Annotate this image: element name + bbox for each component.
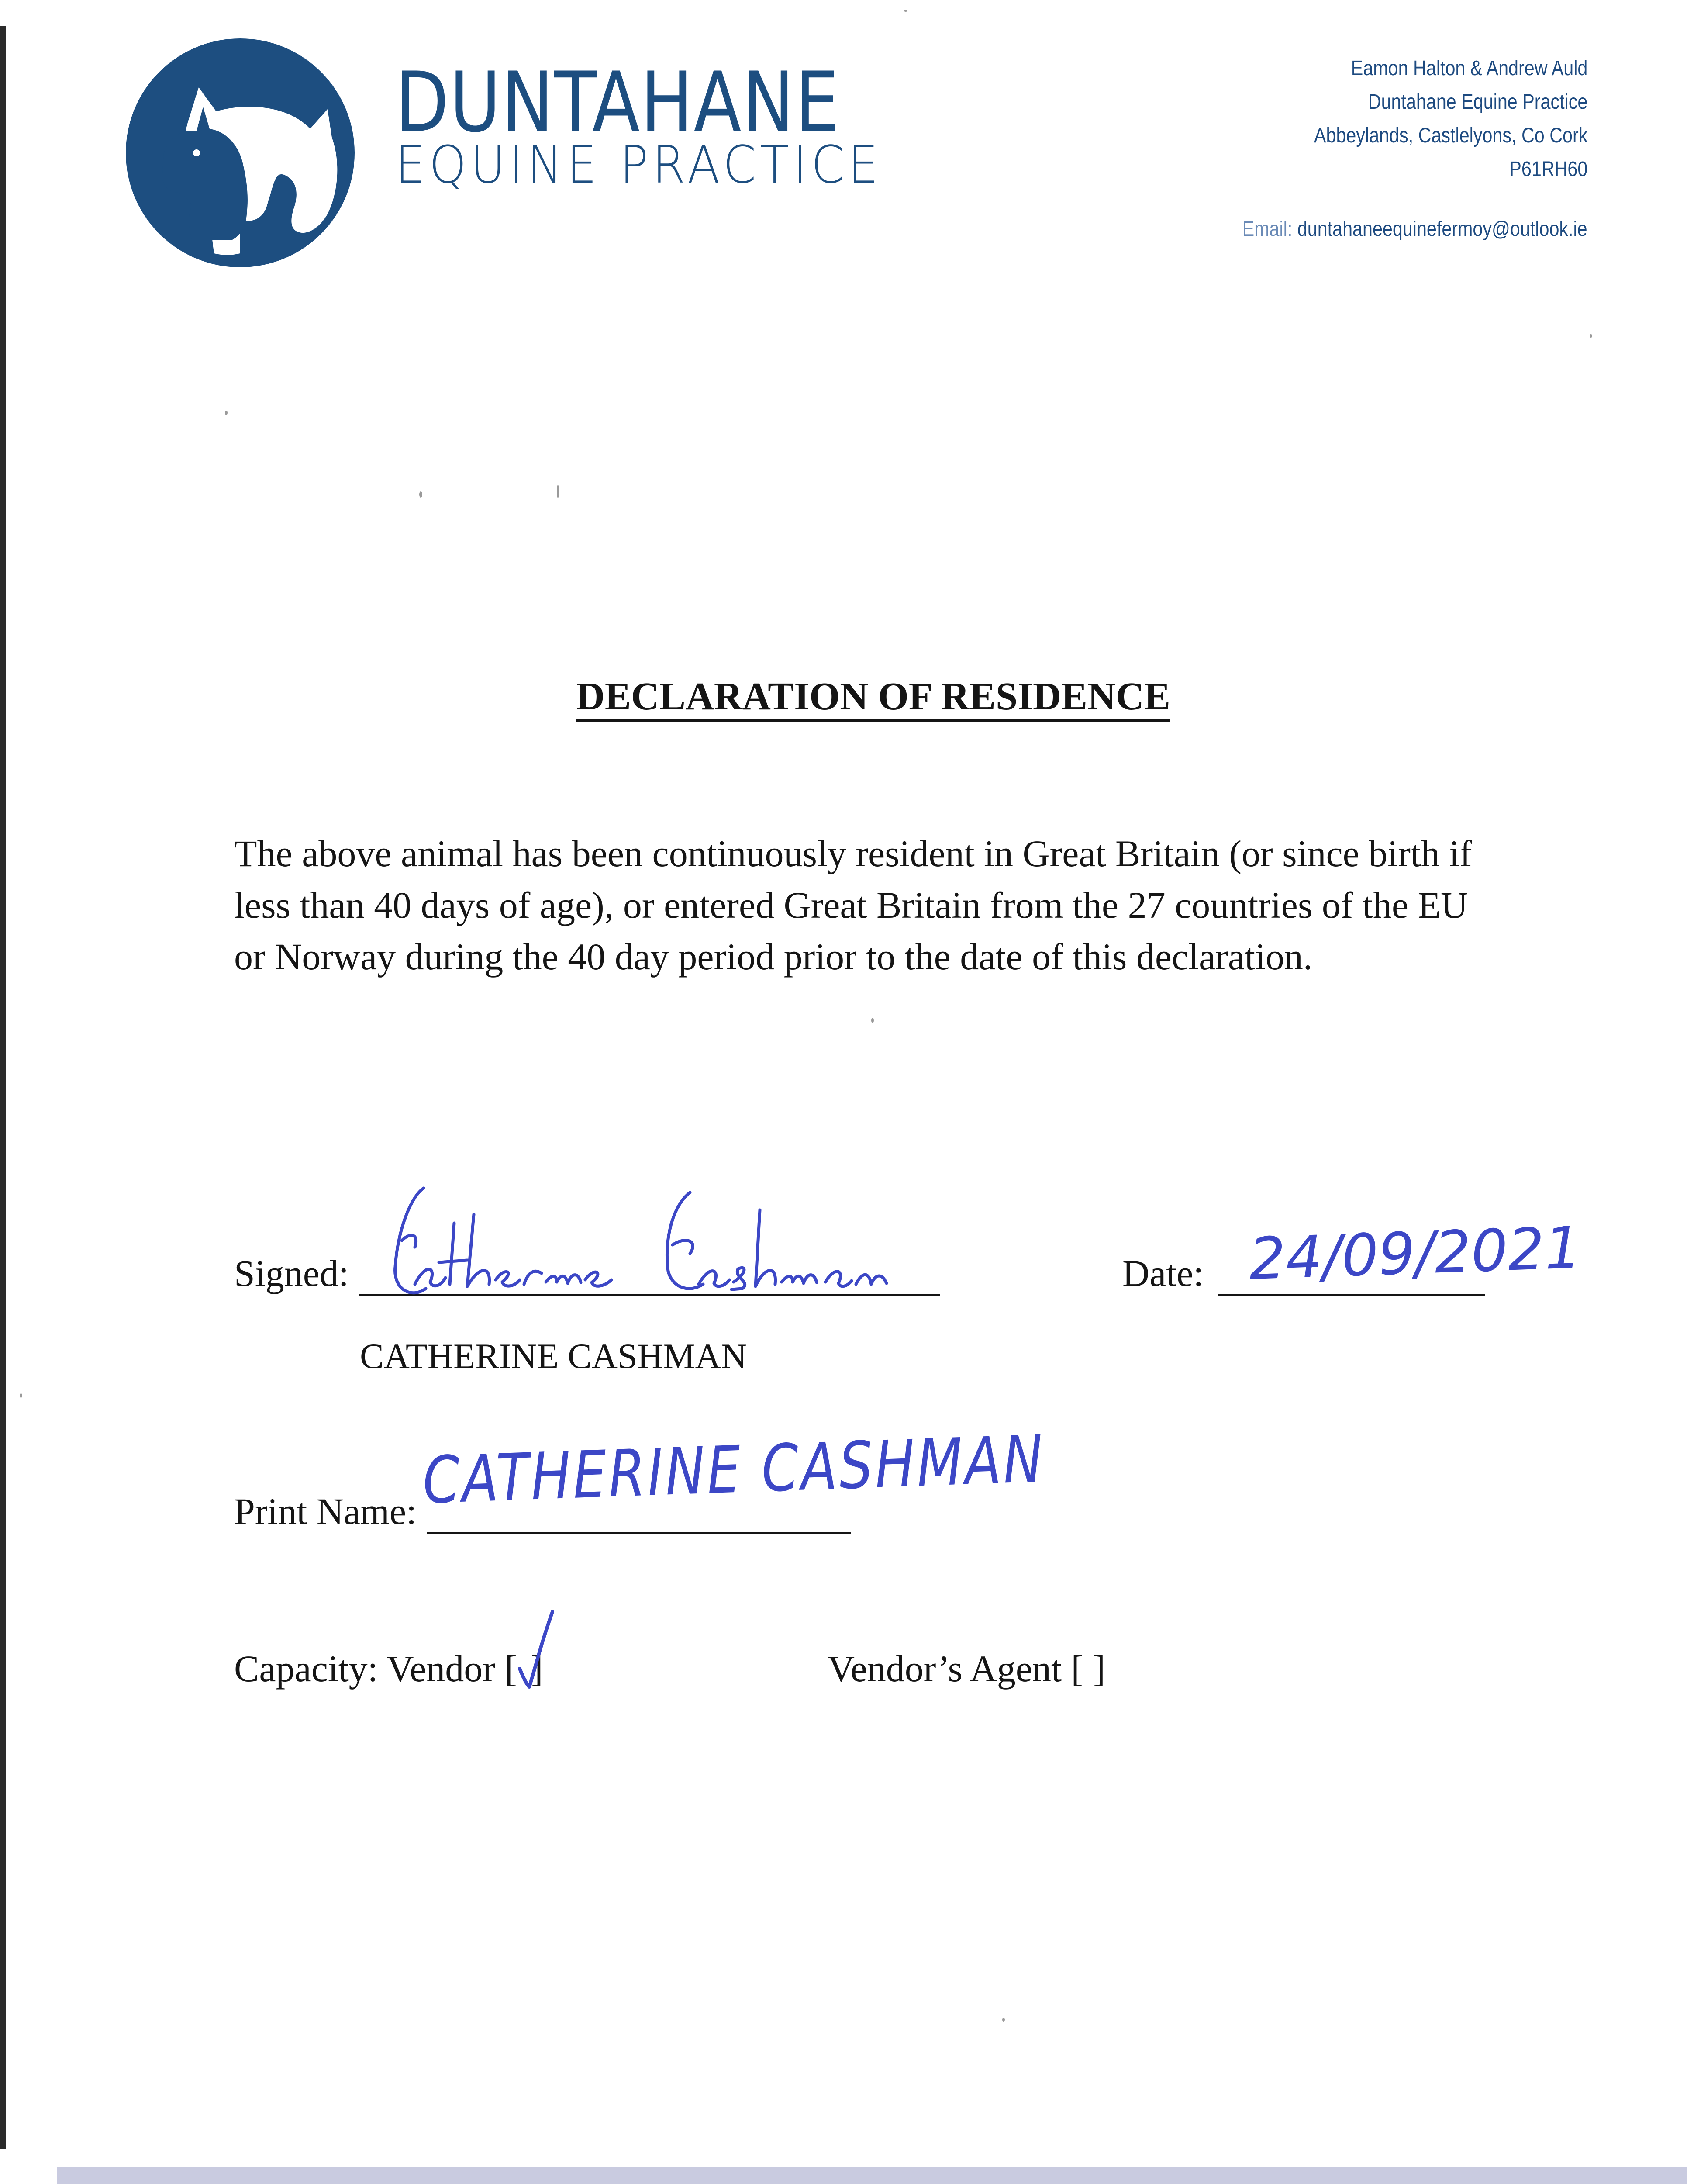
email-line xyxy=(1242,216,1587,242)
address-line: Duntahane Equine Practice xyxy=(1368,90,1587,114)
paragraph-line: The above animal has been continuously resident in Great Britain (or since birth if xyxy=(234,833,1472,874)
handwritten-date: 24/09/2021 xyxy=(1248,1214,1583,1293)
address-line: Eamon Halton & Andrew Auld xyxy=(1351,57,1587,80)
scan-speck xyxy=(557,485,559,498)
horse-logo-icon xyxy=(122,35,358,271)
vendors-agent-option[interactable]: Vendor’s Agent [ ] xyxy=(828,1648,1106,1690)
date-line[interactable] xyxy=(1218,1294,1485,1296)
date-label: Date: xyxy=(1122,1252,1204,1294)
address-line: P61RH60 xyxy=(1509,158,1587,181)
scan-speck xyxy=(904,10,907,12)
paragraph-line: less than 40 days of age), or entered Great Britain from the 27 countries of the EU xyxy=(234,884,1468,926)
document-title-text: DECLARATION OF RESIDENCE xyxy=(576,675,1170,722)
scan-speck xyxy=(871,1018,874,1023)
signed-label: Signed: xyxy=(234,1252,349,1294)
capacity-bracket-close: ] xyxy=(531,1648,543,1690)
logo-name: DUNTAHANE xyxy=(395,54,840,151)
handwritten-print-name: CATHERINE CASHMAN xyxy=(421,1421,1046,1518)
handwritten-signature xyxy=(384,1179,974,1313)
scan-edge xyxy=(0,26,6,2149)
address-line: Abbeylands, Castlelyons, Co Cork xyxy=(1314,124,1587,147)
signatory-printed-name: CATHERINE CASHMAN xyxy=(360,1336,747,1376)
declaration-paragraph xyxy=(234,828,1527,982)
document-title xyxy=(0,673,1687,721)
capacity-label: Capacity: Vendor [ xyxy=(234,1648,517,1690)
print-name-label: Print Name: xyxy=(234,1490,417,1532)
logo-subtitle: EQUINE PRACTICE xyxy=(395,135,883,195)
vendor-checkmark-icon[interactable] xyxy=(511,1607,559,1697)
print-name-line[interactable] xyxy=(427,1532,851,1534)
scan-speck xyxy=(1002,2018,1005,2022)
scan-speck xyxy=(20,1393,22,1398)
address-block xyxy=(1270,52,1587,186)
scan-bottom-edge xyxy=(57,2167,1687,2184)
scan-speck xyxy=(1590,334,1592,338)
scan-speck xyxy=(419,491,422,498)
paragraph-line: or Norway during the 40 day period prior to the date of this declaration. xyxy=(234,936,1313,978)
scan-speck xyxy=(225,411,228,415)
email-label: Email: xyxy=(1242,218,1293,241)
email-link[interactable]: duntahaneequinefermoy@outlook.ie xyxy=(1297,218,1587,241)
